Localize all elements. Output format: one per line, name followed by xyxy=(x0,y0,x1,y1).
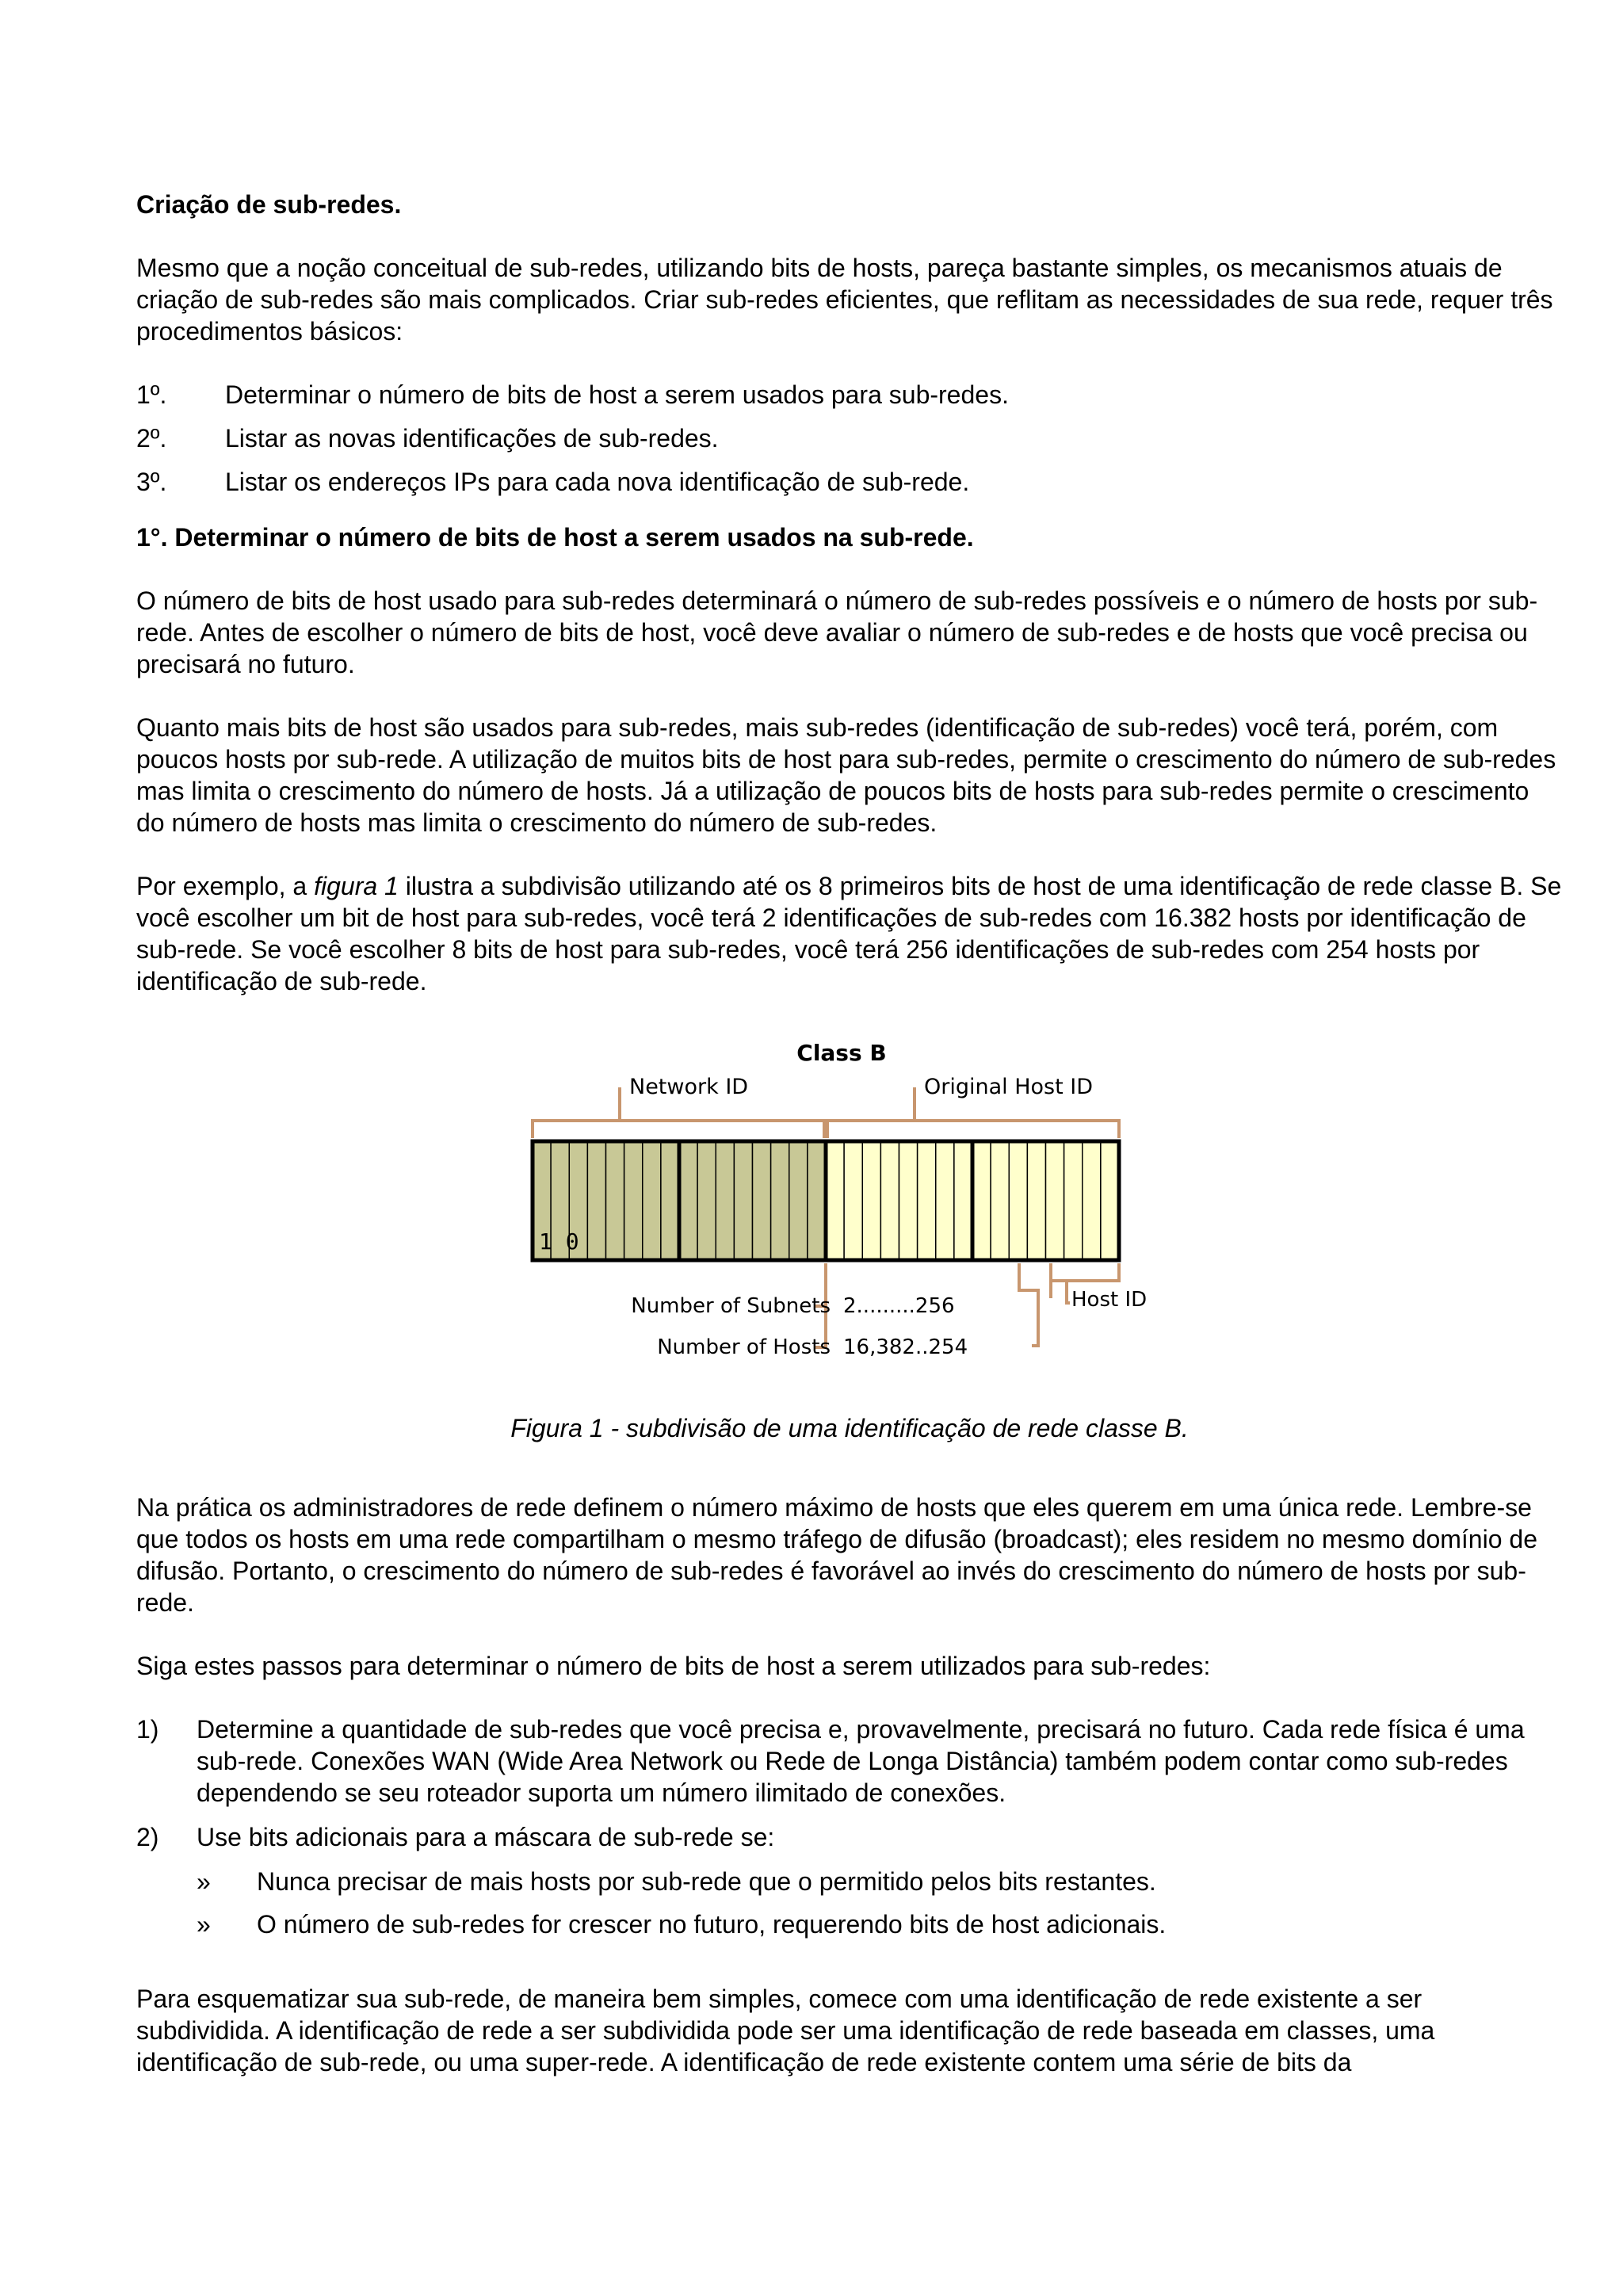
bit-cells xyxy=(533,1141,1119,1260)
bit-cell xyxy=(734,1141,752,1260)
list-text: Use bits adicionais para a máscara de sub-rede se: xyxy=(197,1823,775,1851)
bullet-mark: » xyxy=(197,1910,211,1939)
step-text: Determinar o número de bits de host a serem usados para sub-redes. xyxy=(225,380,1009,409)
bit-cell xyxy=(716,1141,734,1260)
bit-cell xyxy=(972,1141,991,1260)
paragraph-5: Siga estes passos para determinar o número de bits de host a serem utilizados para sub-redes: xyxy=(136,1652,1211,1680)
document-page xyxy=(136,189,1563,2110)
paragraph-3-end: ilustra a subdivisão utilizando até os 8 primeiros bits de host de uma identificação de rede classe B. Se você escolher um bit de host para sub-redes, você terá 2 identificações de sub-redes com 16.382 hosts por identificação de sub-rede. Se você escolher 8 bits de host para sub-redes, você terá 256 identificações de sub-redes com 254 hosts por identificação de sub-rede. xyxy=(136,872,1562,995)
paragraph-4: Na prática os administradores de rede definem o número máximo de hosts que eles querem em uma única rede. Lembre-se que todos os hosts em uma rede compartilham o mesmo tráfego de difusão (broadcast); eles residem no mesmo domínio de difusão. Portanto, o crescimento do número de sub-redes é favorável ao invés do crescimento do número de hosts por sub-rede. xyxy=(136,1493,1537,1617)
list-item xyxy=(136,379,1563,411)
bit-cell xyxy=(697,1141,716,1260)
paragraph-6: Para esquematizar sua sub-rede, de maneira bem simples, comece com uma identificação de rede existente a ser subdividida. A identificação de rede a ser subdividida pode ser uma identificação de rede baseada em classes, uma identificação de sub-rede, ou uma super-rede. A identificação de rede existente contem uma série de bits da xyxy=(136,1985,1435,2076)
paragraph-1: O número de bits de host usado para sub-redes determinará o número de sub-redes possíveis e o número de hosts por sub-rede. Antes de escolher o número de bits de host, você deve avaliar o número de sub-redes e de hosts que você precisa ou precisará no futuro. xyxy=(136,586,1538,678)
bit-cell xyxy=(808,1141,826,1260)
intro-paragraph: Mesmo que a noção conceitual de sub-redes, utilizando bits de hosts, pareça bastante simples, os mecanismos atuais de criação de sub-redes são mais complicados. Criar sub-redes eficientes, que reflitam as necessidades de sua rede, requer três procedimentos básicos: xyxy=(136,254,1553,346)
bit-cell xyxy=(844,1141,862,1260)
list-item xyxy=(136,466,1563,498)
procedure-steps xyxy=(136,379,1563,498)
page-title: Criação de sub-redes. xyxy=(136,190,402,219)
bit-cell xyxy=(991,1141,1009,1260)
figure-reference: figura 1 xyxy=(314,872,399,900)
step-text: Listar as novas identificações de sub-redes. xyxy=(225,424,719,453)
bit-cell xyxy=(954,1141,972,1260)
bit-cell xyxy=(1064,1141,1083,1260)
step-number: 3º. xyxy=(136,468,167,496)
bit-cell xyxy=(826,1141,844,1260)
section-heading: 1°. Determinar o número de bits de host a serem usados na sub-rede. xyxy=(136,523,974,552)
bullet-list xyxy=(197,1866,1166,1940)
steps-list xyxy=(136,1713,1563,1951)
bit-cell xyxy=(1083,1141,1101,1260)
bit-cell xyxy=(753,1141,771,1260)
class-b-diagram xyxy=(136,1029,1563,1393)
paragraph-2: Quanto mais bits de host são usados para sub-redes, mais sub-redes (identificação de sub-redes) você terá, porém, com poucos hosts por sub-rede. A utilização de muitos bits de host para sub-redes, permite o crescimento do número de sub-redes mas limita o crescimento do número de hosts. Já a utilização de poucos bits de hosts para sub-redes permite o crescimento do número de hosts mas limita o crescimento do número de sub-redes. xyxy=(136,713,1556,837)
bit-cell xyxy=(587,1141,605,1260)
bullet-text: O número de sub-redes for crescer no futuro, requerendo bits de host adicionais. xyxy=(257,1910,1167,1939)
list-text: Determine a quantidade de sub-redes que você precisa e, provavelmente, precisará no futuro. Cada rede física é uma sub-rede. Conexões WAN (Wide Area Network ou Rede de Longa Distância) também podem contar como sub-redes dependendo se seu roteador suporta um número ilimitado de conexões. xyxy=(197,1715,1525,1807)
network-id-label: Network ID xyxy=(629,1075,749,1099)
bit-cell xyxy=(606,1141,624,1260)
bit-cell xyxy=(1009,1141,1027,1260)
step-text: Listar os endereços IPs para cada nova identificação de sub-rede. xyxy=(225,468,970,496)
bit-cell xyxy=(643,1141,661,1260)
list-number: 2) xyxy=(136,1823,159,1851)
list-item xyxy=(136,1713,1563,1809)
figure-caption: Figura 1 - subdivisão de uma identificação de rede classe B. xyxy=(510,1414,1189,1442)
bit-cell xyxy=(899,1141,918,1260)
paragraph-3-start: Por exemplo, a xyxy=(136,872,315,900)
bit-cell xyxy=(624,1141,643,1260)
bullet-item xyxy=(197,1866,1166,1897)
bit-cell xyxy=(1027,1141,1045,1260)
hosts-value: 16,382..254 xyxy=(843,1335,968,1359)
bit-cell xyxy=(1101,1141,1119,1260)
leading-bits: 1 0 xyxy=(539,1228,579,1255)
list-item xyxy=(136,1821,1563,1951)
list-item xyxy=(136,422,1563,454)
step-number: 2º. xyxy=(136,424,167,453)
host-id-label: Host ID xyxy=(1071,1288,1148,1312)
network-id-bracket xyxy=(533,1121,824,1138)
bullet-mark: » xyxy=(197,1867,211,1896)
class-b-figure xyxy=(136,1029,1563,1393)
bit-cell xyxy=(679,1141,697,1260)
original-host-id-label: Original Host ID xyxy=(924,1075,1094,1099)
figure-title: Class B xyxy=(796,1040,887,1066)
bit-cell xyxy=(936,1141,954,1260)
subnets-label: Number of Subnets xyxy=(631,1294,831,1318)
bit-cell xyxy=(880,1141,899,1260)
bit-cell xyxy=(789,1141,808,1260)
hosts-label: Number of Hosts xyxy=(657,1335,831,1359)
bit-cell xyxy=(918,1141,936,1260)
bit-cell xyxy=(1046,1141,1064,1260)
bit-cell xyxy=(862,1141,880,1260)
bullet-item xyxy=(197,1908,1166,1940)
bit-cell xyxy=(661,1141,679,1260)
paragraph-3 xyxy=(136,870,1563,997)
original-host-id-bracket xyxy=(827,1121,1119,1138)
bullet-text: Nunca precisar de mais hosts por sub-rede que o permitido pelos bits restantes. xyxy=(257,1867,1156,1896)
step-number: 1º. xyxy=(136,380,167,409)
list-number: 1) xyxy=(136,1715,159,1744)
bit-cell xyxy=(771,1141,789,1260)
subnet-end-bracket xyxy=(1019,1263,1038,1346)
subnets-value: 2.........256 xyxy=(843,1294,955,1318)
